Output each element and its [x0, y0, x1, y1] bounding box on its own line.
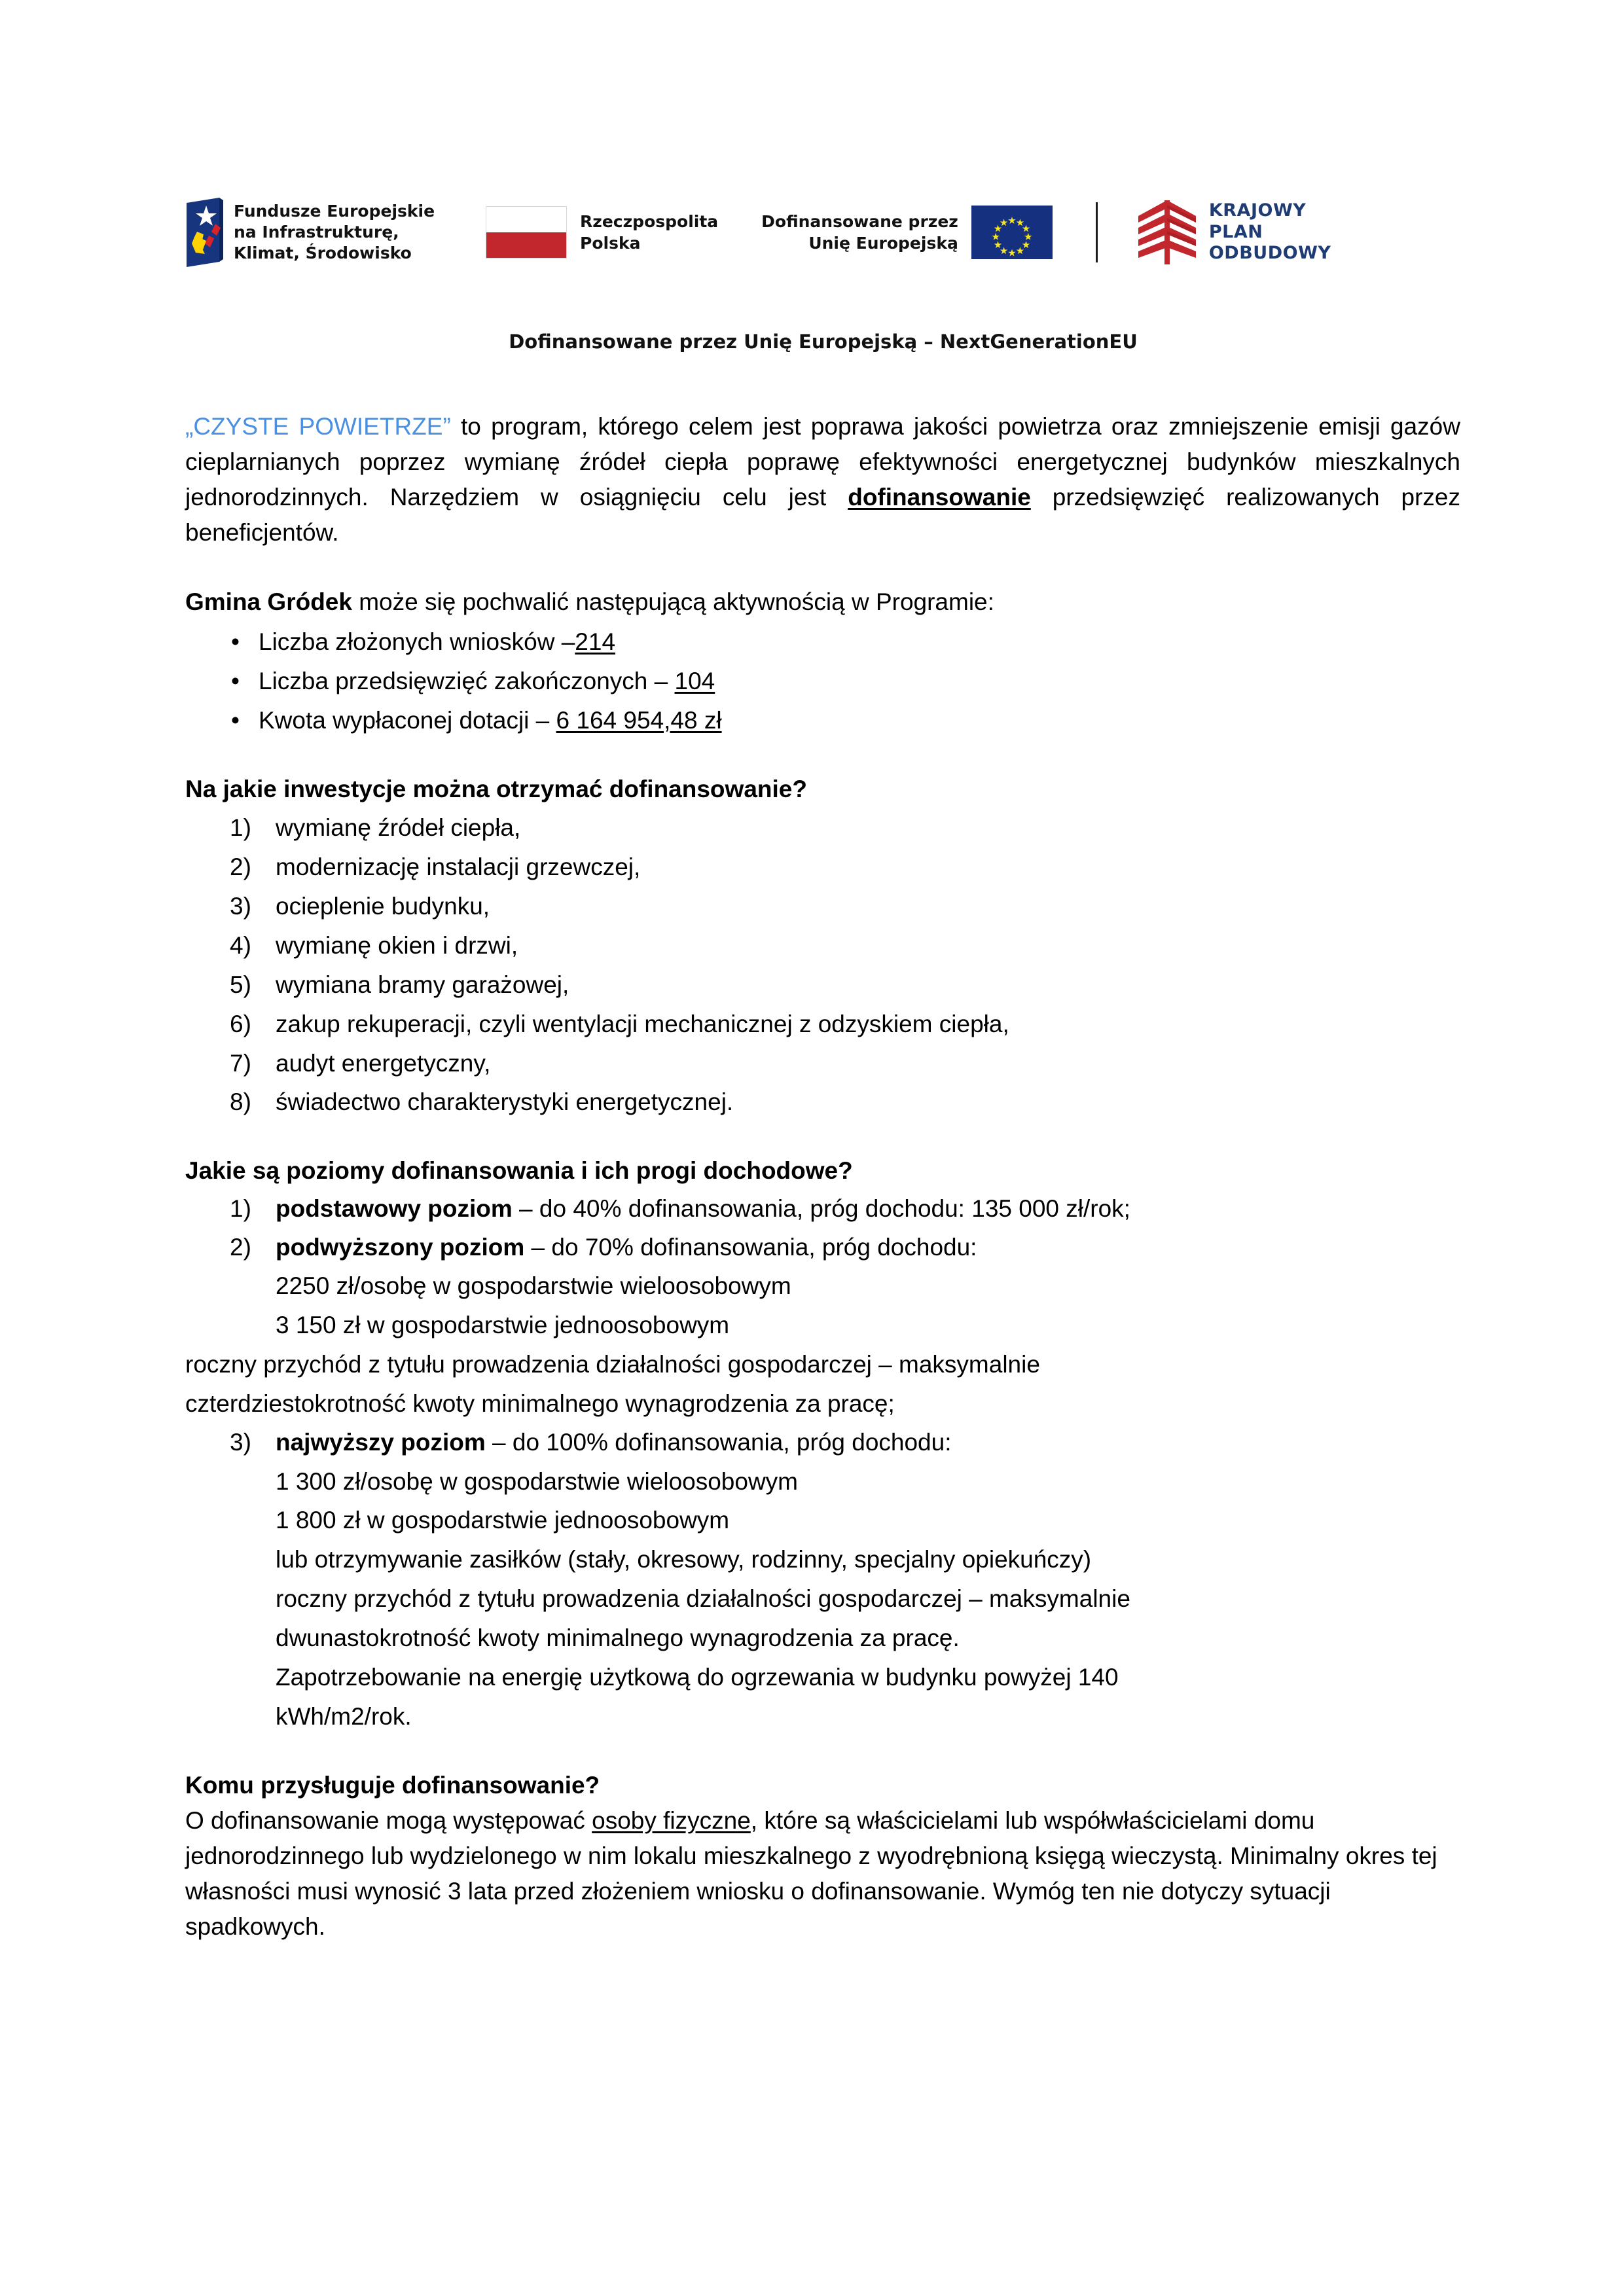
fe-line-2: na Infrastrukturę,	[234, 223, 399, 242]
intro-text-part-1: to program, którego celem jest poprawa jakości powietrza oraz zmniejszenie emisji gazów cieplarnianych poprzez wymianę źródeł ciepła poprawę efektywności energetycznej budynków mieszkalnych jednorodzinnych. Narzędziem w osiągnięciu celu jest	[185, 413, 1460, 511]
krajowy-plan-odbudowy-logo	[1137, 190, 1331, 275]
fe-line-1: Fundusze Europejskie	[234, 202, 435, 221]
spacer	[185, 740, 1460, 772]
european-union-logo	[761, 190, 1053, 275]
levels-list	[185, 1190, 1460, 1736]
eligibility-heading: Komu przysługuje dofinansowanie?	[185, 1772, 600, 1799]
level-sub-line: lub otrzymywanie zasiłków (stały, okresowy, rodzinny, specjalny opiekuńczy)	[276, 1546, 1092, 1573]
eligibility-paragraph	[185, 1803, 1460, 1945]
list-item: modernizację instalacji grzewczej,	[276, 853, 641, 880]
stat-value: 104	[674, 668, 715, 695]
stat-value: 214	[575, 628, 616, 656]
list-item	[259, 662, 1460, 701]
gmina-stats-list	[185, 622, 1460, 740]
list-item: wymianę źródeł ciepła,	[276, 814, 521, 841]
gmina-name: Gmina Gródek	[185, 588, 352, 616]
poland-flag-icon	[486, 206, 567, 259]
intro-text-part-2: przedsięwzięć realizowanych przez beneficjentów.	[185, 484, 1460, 547]
list-item: wymiana bramy garażowej,	[276, 971, 569, 998]
investments-heading: Na jakie inwestycje można otrzymać dofinansowanie?	[185, 775, 807, 802]
list-item: audyt energetyczny,	[276, 1049, 491, 1077]
stat-label: Kwota wypłaconej dotacji –	[259, 706, 556, 734]
pl-line-1: Rzeczpospolita	[580, 212, 719, 231]
pl-line-2: Polska	[580, 234, 641, 253]
level-sub-line: roczny przychód z tytułu prowadzenia działalności gospodarczej – maksymalnie	[276, 1585, 1130, 1613]
level-outdent-line: roczny przychód z tytułu prowadzenia działalności gospodarczej – maksymalnie	[185, 1351, 1040, 1378]
fe-line-3: Klimat, Środowisko	[234, 243, 412, 262]
list-item	[259, 622, 1460, 662]
kpo-line-3: ODBUDOWY	[1208, 243, 1331, 264]
stat-label: Liczba przedsięwzięć zakończonych –	[259, 668, 675, 695]
level-detail: – do 70% dofinansowania, próg dochodu:	[524, 1233, 977, 1261]
level-sub-line: dwunastokrotność kwoty minimalnego wynagrodzenia za pracę.	[276, 1624, 960, 1652]
spacer	[185, 1736, 1460, 1768]
investments-list	[185, 808, 1460, 1122]
level-name: podstawowy poziom	[276, 1195, 513, 1223]
fundusze-europejskie-logo	[187, 190, 435, 275]
intro-emphasis: dofinansowanie	[848, 484, 1031, 511]
level-sub-line: 1 300 zł/osobę w gospodarstwie wieloosobowym	[276, 1467, 798, 1495]
level-sub-line: Zapotrzebowanie na energię użytkową do ogrzewania w budynku powyżej 140	[276, 1664, 1119, 1691]
program-title: „CZYSTE POWIETRZE”	[185, 413, 451, 440]
rzeczpospolita-polska-logo	[486, 190, 718, 275]
european-union-label	[761, 211, 958, 254]
document-body	[185, 409, 1460, 1945]
level-sub-line: 3 150 zł w gospodarstwie jednoosobowym	[276, 1312, 730, 1339]
list-item	[185, 1229, 1460, 1424]
list-item: wymianę okien i drzwi,	[276, 931, 518, 959]
level-sub-line: kWh/m2/rok.	[276, 1703, 412, 1731]
intro-paragraph	[185, 409, 1460, 550]
list-item	[276, 1190, 1460, 1228]
spacer	[185, 1122, 1460, 1153]
level-detail: – do 40% dofinansowania, próg dochodu: 135 000 zł/rok;	[512, 1195, 1130, 1223]
level-name: najwyższy poziom	[276, 1429, 486, 1456]
level-name: podwyższony poziom	[276, 1233, 525, 1261]
eu-line-2: Unię Europejską	[808, 234, 958, 253]
level-sub-line: 1 800 zł w gospodarstwie jednoosobowym	[276, 1507, 730, 1534]
spacer	[185, 550, 1460, 584]
level-outdent-line: czterdziestokrotność kwoty minimalnego wynagrodzenia za pracę;	[185, 1390, 895, 1418]
gmina-lead	[185, 584, 1460, 620]
list-item	[276, 1424, 1460, 1736]
eligibility-text-part-1: O dofinansowanie mogą występować	[185, 1807, 592, 1835]
levels-heading: Jakie są poziomy dofinansowania i ich progi dochodowe?	[185, 1157, 853, 1185]
eligibility-emphasis: osoby fizyczne	[592, 1807, 751, 1835]
fundusze-europejskie-icon	[187, 198, 223, 267]
list-item: świadectwo charakterystyki energetycznej.	[276, 1088, 734, 1116]
stat-label: Liczba złożonych wniosków –	[259, 628, 575, 656]
list-item: zakup rekuperacji, czyli wentylacji mechanicznej z odzyskiem ciepła,	[276, 1010, 1009, 1037]
eu-flag-icon	[971, 206, 1053, 259]
eligibility-text-part-2: , które są właścicielami lub współwłaścicielami domu jednorodzinnego lub wydzielonego w nim lokalu mieszkalnego z wyodrębnioną księgą wieczystą. Minimalny okres tej własności musi wynosić 3 lata przed złożeniem wniosku o dofinansowanie. Wymóg ten nie dotyczy sytuacji spadkowych.	[185, 1807, 1437, 1941]
eu-line-1: Dofinansowane przez	[761, 212, 958, 231]
funding-subtitle: Dofinansowane przez Unię Europejską – NextGenerationEU	[509, 331, 1138, 353]
fundusze-europejskie-label	[234, 201, 435, 264]
krajowy-plan-odbudowy-icon	[1137, 199, 1197, 266]
gmina-lead-text: może się pochwalić następującą aktywnością w Programie:	[352, 588, 994, 616]
level-detail: – do 100% dofinansowania, próg dochodu:	[485, 1429, 952, 1456]
stat-value: 6 164 954,48 zł	[556, 706, 722, 734]
rzeczpospolita-polska-label	[580, 211, 718, 254]
kpo-line-1: KRAJOWY	[1208, 200, 1307, 221]
logo-divider	[1096, 202, 1098, 262]
list-item	[259, 701, 1460, 740]
funding-logo-band	[187, 190, 1460, 275]
krajowy-plan-odbudowy-label	[1209, 200, 1331, 264]
kpo-line-2: PLAN	[1208, 221, 1263, 242]
list-item: ocieplenie budynku,	[276, 892, 490, 920]
level-sub-line: 2250 zł/osobę w gospodarstwie wieloosobowym	[276, 1272, 791, 1300]
